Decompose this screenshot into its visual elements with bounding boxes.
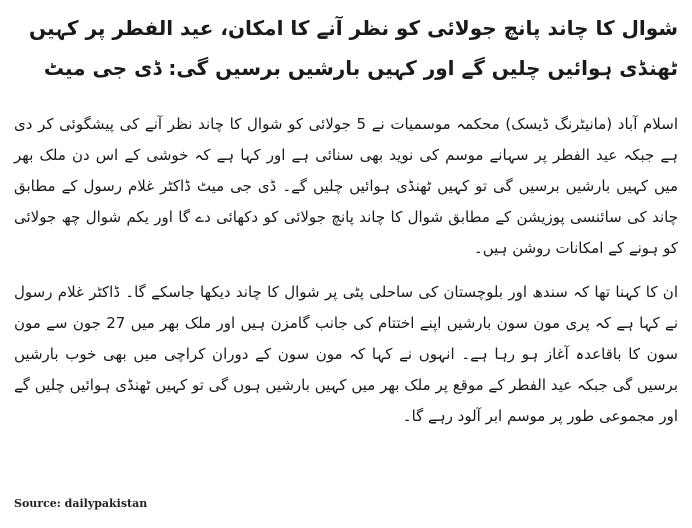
article-paragraph-2: ان کا کہنا تھا کہ سندھ اور بلوچستان کی ساحلی پٹی پر شوال کا چاند دیکھا جاسکے گا۔ ڈاکٹر غلام رسول نے کہا ہے کہ پری مون سون بارشیں اپنے اختتام کی جانب گامزن ہیں اور ملک بھر میں 27 جون سے مون سون کا باقاعدہ آغاز ہو رہا ہے۔ انہوں نے کہا کہ مون سون کے دوران کراچی میں بھی خوب بارشیں برسیں گی جبکہ عید الفطر کے موقع پر ملک بھر میں کہیں بارشیں ہوں گی تو کہیں ٹھنڈی ہوائیں چلیں گے اور مجموعی طور پر موسم ابر آلود رہے گا۔	[14, 283, 678, 425]
article-paragraph-1: اسلام آباد (مانیٹرنگ ڈیسک) محکمہ موسمیات نے 5 جولائی کو شوال کا چاند نظر آنے کی پیشگوئی کر دی ہے جبکہ عید الفطر پر سہانے موسم کی نوید بھی سنائی ہے اور کہا ہے کہ خوشی کے اس دن ملک بھر میں کہیں بارشیں برسیں گی تو کہیں ٹھنڈی ہوائیں چلیں گے۔ ڈی جی میٹ ڈاکٹر غلام رسول کے مطابق چاند کی سائنسی پوزیشن کے مطابق شوال کا چاند پانچ جولائی کو دکھائی دے گا اور یکم شوال چھ جولائی کو ہونے کے امکانات روشن ہیں۔	[14, 115, 678, 257]
article	[14, 8, 678, 520]
article-headline: شوال کا چاند پانچ جولائی کو نظر آنے کا امکان، عید الفطر پر کہیں ٹھنڈی ہوائیں چلیں گے اور کہیں بارشیں برسیں گی: ڈی جی میٹ	[29, 16, 678, 80]
source-credit: Source: dailypakistan	[14, 497, 148, 510]
